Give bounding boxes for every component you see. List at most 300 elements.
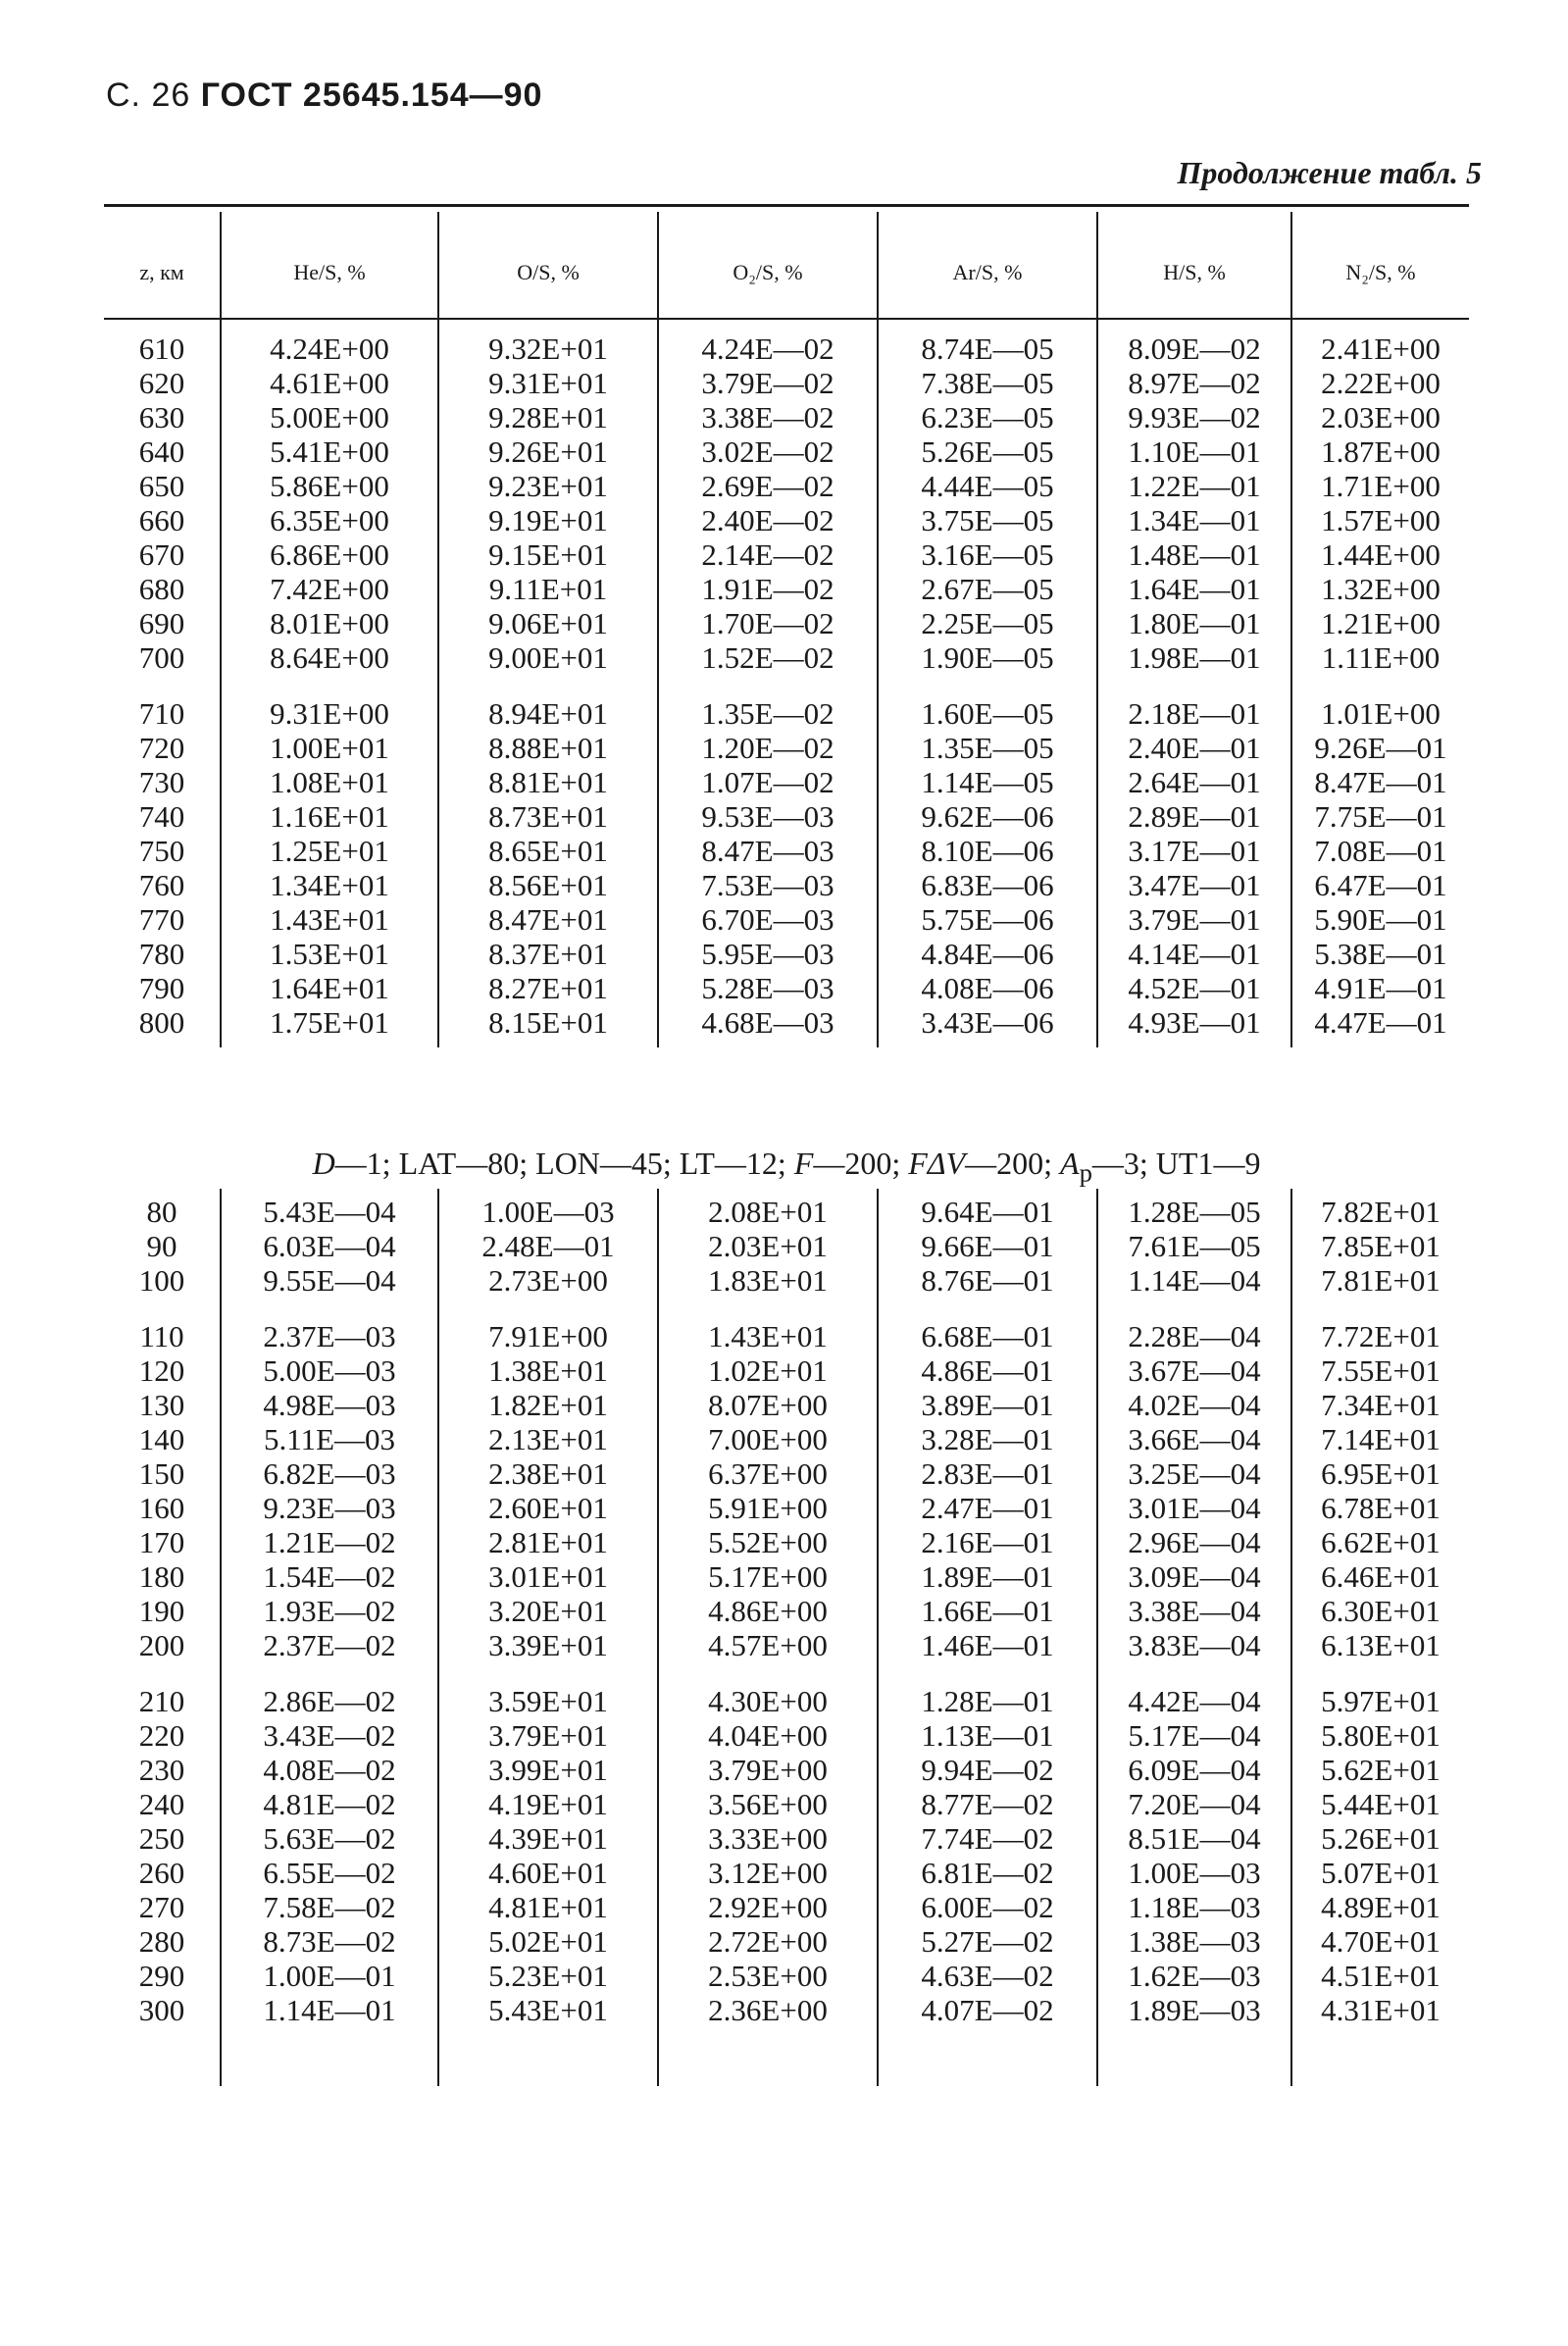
table-row xyxy=(104,1229,1469,1263)
cell-h: 3.38E—04 xyxy=(1128,1594,1261,1628)
cell-ar: 9.66E—01 xyxy=(921,1229,1054,1263)
cell-h: 7.61E—05 xyxy=(1128,1229,1261,1263)
cell-z: 160 xyxy=(138,1491,185,1525)
cell-o2: 4.04E+00 xyxy=(708,1718,828,1753)
cell-n2: 6.62E+01 xyxy=(1321,1525,1441,1559)
cell-n2: 4.47E—01 xyxy=(1314,1005,1447,1040)
cell-o2: 3.79E—02 xyxy=(701,366,835,400)
cell-z: 190 xyxy=(138,1594,185,1628)
table-top-rule xyxy=(104,204,1469,207)
cell-h: 8.97E—02 xyxy=(1128,366,1261,400)
cell-n2: 7.55E+01 xyxy=(1321,1353,1441,1388)
cell-o: 2.13E+01 xyxy=(488,1422,608,1456)
cell-o: 9.32E+01 xyxy=(488,332,608,366)
cell-z: 710 xyxy=(138,696,185,731)
cell-ar: 2.67E—05 xyxy=(921,572,1054,606)
table-row xyxy=(104,1993,1469,2027)
header-n2: N₂/S, % xyxy=(1345,260,1416,284)
cell-he: 5.00E—03 xyxy=(263,1353,396,1388)
table-row xyxy=(104,937,1469,971)
cell-o: 9.11E+01 xyxy=(488,572,608,606)
cell-n2: 5.26E+01 xyxy=(1321,1821,1441,1856)
table-row xyxy=(104,868,1469,902)
cell-ar: 4.63E—02 xyxy=(921,1959,1054,1993)
cell-o: 9.00E+01 xyxy=(488,640,608,675)
cell-ar: 1.14E—05 xyxy=(921,765,1054,799)
cell-he: 1.53E+01 xyxy=(270,937,389,971)
cell-o2: 5.17E+00 xyxy=(708,1559,828,1594)
cell-o2: 6.70E—03 xyxy=(701,902,835,937)
cell-z: 290 xyxy=(138,1959,185,1993)
table-row xyxy=(104,1856,1469,1890)
cell-n2: 7.75E—01 xyxy=(1314,799,1447,834)
cell-o2: 7.53E—03 xyxy=(701,868,835,902)
cell-o: 9.06E+01 xyxy=(488,606,608,640)
cell-o: 3.20E+01 xyxy=(488,1594,608,1628)
section1-column-divider xyxy=(657,320,659,1047)
cell-o2: 1.07E—02 xyxy=(701,765,835,799)
cell-he: 1.93E—02 xyxy=(263,1594,396,1628)
cell-ar: 4.84E—06 xyxy=(921,937,1054,971)
table-row xyxy=(104,1821,1469,1856)
cell-z: 780 xyxy=(138,937,185,971)
cell-n2: 6.46E+01 xyxy=(1321,1559,1441,1594)
table-row xyxy=(104,1353,1469,1388)
cell-ar: 1.46E—01 xyxy=(921,1628,1054,1662)
cell-z: 130 xyxy=(138,1388,185,1422)
cell-he: 5.43E—04 xyxy=(263,1195,396,1229)
cell-ar: 1.28E—01 xyxy=(921,1684,1054,1718)
cell-z: 730 xyxy=(138,765,185,799)
cell-o: 4.60E+01 xyxy=(488,1856,608,1890)
cell-o: 2.38E+01 xyxy=(488,1456,608,1491)
cell-z: 630 xyxy=(138,400,185,434)
table-row xyxy=(104,1319,1469,1353)
cell-ar: 9.62E—06 xyxy=(921,799,1054,834)
cell-o: 1.00E—03 xyxy=(481,1195,615,1229)
cell-he: 5.41E+00 xyxy=(270,434,389,469)
table-row xyxy=(104,1684,1469,1718)
section1-column-divider xyxy=(1096,320,1098,1047)
cell-z: 680 xyxy=(138,572,185,606)
cell-o: 8.56E+01 xyxy=(488,868,608,902)
cell-o2: 1.83E+01 xyxy=(708,1263,828,1298)
cell-n2: 7.82E+01 xyxy=(1321,1195,1441,1229)
table-row xyxy=(104,1388,1469,1422)
cell-o: 2.73E+00 xyxy=(488,1263,608,1298)
param-f: F xyxy=(793,1146,814,1181)
parameters-line xyxy=(104,1144,1469,1188)
param-lt: LT—12; xyxy=(679,1146,786,1181)
param-ut: UT1—9 xyxy=(1155,1146,1261,1181)
cell-h: 1.10E—01 xyxy=(1128,434,1261,469)
cell-n2: 7.08E—01 xyxy=(1314,834,1447,868)
cell-n2: 7.14E+01 xyxy=(1321,1422,1441,1456)
cell-o: 2.48E—01 xyxy=(481,1229,615,1263)
cell-h: 4.42E—04 xyxy=(1128,1684,1261,1718)
cell-ar: 2.47E—01 xyxy=(921,1491,1054,1525)
cell-z: 790 xyxy=(138,971,185,1005)
cell-he: 1.16E+01 xyxy=(270,799,389,834)
cell-ar: 5.26E—05 xyxy=(921,434,1054,469)
cell-he: 3.43E—02 xyxy=(263,1718,396,1753)
cell-n2: 4.89E+01 xyxy=(1321,1890,1441,1924)
cell-o: 2.60E+01 xyxy=(488,1491,608,1525)
section2-column-divider xyxy=(220,1189,222,2086)
cell-o2: 1.43E+01 xyxy=(708,1319,828,1353)
table-continuation-label: Продолжение табл. 5 xyxy=(1177,155,1482,190)
section1-column-divider xyxy=(1290,320,1292,1047)
cell-he: 5.86E+00 xyxy=(270,469,389,503)
cell-n2: 6.47E—01 xyxy=(1314,868,1447,902)
cell-h: 3.01E—04 xyxy=(1128,1491,1261,1525)
cell-ar: 7.74E—02 xyxy=(921,1821,1054,1856)
header-he: He/S, % xyxy=(293,260,366,284)
cell-o: 9.23E+01 xyxy=(488,469,608,503)
cell-h: 2.28E—04 xyxy=(1128,1319,1261,1353)
cell-z: 80 xyxy=(146,1195,177,1229)
cell-he: 1.21E—02 xyxy=(263,1525,396,1559)
cell-ar: 3.28E—01 xyxy=(921,1422,1054,1456)
cell-h: 4.02E—04 xyxy=(1128,1388,1261,1422)
cell-z: 120 xyxy=(138,1353,185,1388)
cell-o: 8.88E+01 xyxy=(488,731,608,765)
cell-z: 240 xyxy=(138,1787,185,1821)
cell-ar: 2.25E—05 xyxy=(921,606,1054,640)
cell-h: 6.09E—04 xyxy=(1128,1753,1261,1787)
cell-n2: 2.41E+00 xyxy=(1321,332,1441,366)
table-row xyxy=(104,1491,1469,1525)
cell-o: 5.23E+01 xyxy=(488,1959,608,1993)
cell-h: 2.40E—01 xyxy=(1128,731,1261,765)
cell-z: 720 xyxy=(138,731,185,765)
cell-o: 4.19E+01 xyxy=(488,1787,608,1821)
param-ap-value: —3; xyxy=(1091,1146,1148,1181)
cell-ar: 6.68E—01 xyxy=(921,1319,1054,1353)
cell-he: 8.01E+00 xyxy=(270,606,389,640)
table-row xyxy=(104,469,1469,503)
cell-he: 7.58E—02 xyxy=(263,1890,396,1924)
table-row xyxy=(104,1594,1469,1628)
cell-o2: 1.91E—02 xyxy=(701,572,835,606)
table-row xyxy=(104,971,1469,1005)
param-fav: FΔV xyxy=(908,1146,966,1181)
table-row xyxy=(104,1456,1469,1491)
cell-n2: 1.87E+00 xyxy=(1321,434,1441,469)
cell-n2: 1.71E+00 xyxy=(1321,469,1441,503)
standard-title: ГОСТ 25645.154—90 xyxy=(200,76,543,114)
cell-ar: 8.74E—05 xyxy=(921,332,1054,366)
cell-h: 1.80E—01 xyxy=(1128,606,1261,640)
cell-h: 4.14E—01 xyxy=(1128,937,1261,971)
param-f-value: —200; xyxy=(813,1146,901,1181)
section2-column-divider xyxy=(437,1189,439,2086)
cell-ar: 4.86E—01 xyxy=(921,1353,1054,1388)
cell-h: 1.00E—03 xyxy=(1128,1856,1261,1890)
cell-n2: 2.03E+00 xyxy=(1321,400,1441,434)
cell-he: 4.61E+00 xyxy=(270,366,389,400)
cell-z: 220 xyxy=(138,1718,185,1753)
table-row xyxy=(104,696,1469,731)
cell-n2: 7.81E+01 xyxy=(1321,1263,1441,1298)
table-row xyxy=(104,572,1469,606)
cell-he: 8.64E+00 xyxy=(270,640,389,675)
cell-ar: 1.90E—05 xyxy=(921,640,1054,675)
cell-o2: 1.35E—02 xyxy=(701,696,835,731)
cell-o: 8.37E+01 xyxy=(488,937,608,971)
cell-ar: 6.83E—06 xyxy=(921,868,1054,902)
cell-z: 660 xyxy=(138,503,185,537)
cell-o2: 6.37E+00 xyxy=(708,1456,828,1491)
section2-column-divider xyxy=(1096,1189,1098,2086)
cell-z: 300 xyxy=(138,1993,185,2027)
cell-z: 280 xyxy=(138,1924,185,1959)
table-row xyxy=(104,640,1469,675)
header-column-divider xyxy=(657,212,659,318)
header-o: O/S, % xyxy=(517,260,580,284)
cell-h: 2.18E—01 xyxy=(1128,696,1261,731)
cell-o2: 2.08E+01 xyxy=(708,1195,828,1229)
cell-n2: 6.30E+01 xyxy=(1321,1594,1441,1628)
cell-he: 1.08E+01 xyxy=(270,765,389,799)
table-row xyxy=(104,1525,1469,1559)
cell-he: 1.14E—01 xyxy=(263,1993,396,2027)
cell-n2: 1.21E+00 xyxy=(1321,606,1441,640)
cell-n2: 1.44E+00 xyxy=(1321,537,1441,572)
cell-o2: 1.70E—02 xyxy=(701,606,835,640)
cell-o2: 8.07E+00 xyxy=(708,1388,828,1422)
cell-he: 9.31E+00 xyxy=(270,696,389,731)
cell-o: 5.02E+01 xyxy=(488,1924,608,1959)
cell-o2: 2.40E—02 xyxy=(701,503,835,537)
cell-o: 9.28E+01 xyxy=(488,400,608,434)
cell-h: 1.38E—03 xyxy=(1128,1924,1261,1959)
header-column-divider xyxy=(1096,212,1098,318)
table-row xyxy=(104,400,1469,434)
cell-o2: 3.38E—02 xyxy=(701,400,835,434)
cell-he: 6.35E+00 xyxy=(270,503,389,537)
table-header-rule xyxy=(104,318,1469,320)
cell-o2: 2.69E—02 xyxy=(701,469,835,503)
cell-o2: 3.12E+00 xyxy=(708,1856,828,1890)
cell-h: 1.98E—01 xyxy=(1128,640,1261,675)
cell-o2: 2.72E+00 xyxy=(708,1924,828,1959)
cell-he: 4.98E—03 xyxy=(263,1388,396,1422)
cell-o: 7.91E+00 xyxy=(488,1319,608,1353)
cell-n2: 7.72E+01 xyxy=(1321,1319,1441,1353)
cell-z: 700 xyxy=(138,640,185,675)
param-ap: A xyxy=(1060,1146,1080,1181)
cell-ar: 6.81E—02 xyxy=(921,1856,1054,1890)
cell-ar: 7.38E—05 xyxy=(921,366,1054,400)
cell-o: 8.47E+01 xyxy=(488,902,608,937)
cell-n2: 5.97E+01 xyxy=(1321,1684,1441,1718)
cell-z: 110 xyxy=(139,1319,184,1353)
table-row xyxy=(104,537,1469,572)
cell-ar: 3.43E—06 xyxy=(921,1005,1054,1040)
cell-o2: 5.91E+00 xyxy=(708,1491,828,1525)
cell-h: 1.34E—01 xyxy=(1128,503,1261,537)
cell-ar: 2.83E—01 xyxy=(921,1456,1054,1491)
cell-ar: 1.13E—01 xyxy=(921,1718,1054,1753)
cell-n2: 8.47E—01 xyxy=(1314,765,1447,799)
cell-n2: 5.38E—01 xyxy=(1314,937,1447,971)
header-column-divider xyxy=(437,212,439,318)
cell-o2: 5.95E—03 xyxy=(701,937,835,971)
cell-h: 8.09E—02 xyxy=(1128,332,1261,366)
cell-z: 610 xyxy=(138,332,185,366)
param-d: D xyxy=(312,1146,335,1181)
cell-he: 1.00E—01 xyxy=(263,1959,396,1993)
cell-ar: 1.66E—01 xyxy=(921,1594,1054,1628)
cell-o2: 4.68E—03 xyxy=(701,1005,835,1040)
cell-ar: 5.27E—02 xyxy=(921,1924,1054,1959)
cell-he: 2.37E—03 xyxy=(263,1319,396,1353)
cell-h: 7.20E—04 xyxy=(1128,1787,1261,1821)
cell-z: 650 xyxy=(138,469,185,503)
cell-n2: 4.31E+01 xyxy=(1321,1993,1441,2027)
section1-column-divider xyxy=(877,320,879,1047)
cell-o2: 4.24E—02 xyxy=(701,332,835,366)
table-row xyxy=(104,1924,1469,1959)
cell-o: 9.26E+01 xyxy=(488,434,608,469)
header-ar: Ar/S, % xyxy=(952,260,1023,284)
cell-o: 9.31E+01 xyxy=(488,366,608,400)
cell-o: 8.65E+01 xyxy=(488,834,608,868)
cell-z: 640 xyxy=(138,434,185,469)
table-row xyxy=(104,434,1469,469)
cell-ar: 8.10E—06 xyxy=(921,834,1054,868)
cell-ar: 8.76E—01 xyxy=(921,1263,1054,1298)
cell-n2: 1.01E+00 xyxy=(1321,696,1441,731)
cell-he: 6.86E+00 xyxy=(270,537,389,572)
cell-h: 8.51E—04 xyxy=(1128,1821,1261,1856)
cell-z: 180 xyxy=(138,1559,185,1594)
table-row xyxy=(104,332,1469,366)
cell-n2: 5.44E+01 xyxy=(1321,1787,1441,1821)
cell-n2: 7.85E+01 xyxy=(1321,1229,1441,1263)
cell-o: 4.39E+01 xyxy=(488,1821,608,1856)
cell-ar: 1.60E—05 xyxy=(921,696,1054,731)
cell-o2: 8.47E—03 xyxy=(701,834,835,868)
cell-z: 620 xyxy=(138,366,185,400)
cell-o2: 2.92E+00 xyxy=(708,1890,828,1924)
header-column-divider xyxy=(220,212,222,318)
cell-o: 3.39E+01 xyxy=(488,1628,608,1662)
cell-o: 8.94E+01 xyxy=(488,696,608,731)
cell-he: 6.03E—04 xyxy=(263,1229,396,1263)
cell-o2: 3.56E+00 xyxy=(708,1787,828,1821)
cell-he: 4.24E+00 xyxy=(270,332,389,366)
cell-z: 200 xyxy=(138,1628,185,1662)
cell-z: 230 xyxy=(138,1753,185,1787)
cell-ar: 5.75E—06 xyxy=(921,902,1054,937)
cell-he: 5.00E+00 xyxy=(270,400,389,434)
cell-o2: 4.86E+00 xyxy=(708,1594,828,1628)
cell-n2: 1.32E+00 xyxy=(1321,572,1441,606)
section2-column-divider xyxy=(1290,1189,1292,2086)
cell-o2: 1.02E+01 xyxy=(708,1353,828,1388)
cell-o: 8.73E+01 xyxy=(488,799,608,834)
cell-o: 8.81E+01 xyxy=(488,765,608,799)
cell-h: 1.64E—01 xyxy=(1128,572,1261,606)
cell-ar: 4.08E—06 xyxy=(921,971,1054,1005)
page-number: С. 26 xyxy=(106,76,191,114)
cell-he: 9.23E—03 xyxy=(263,1491,396,1525)
cell-z: 150 xyxy=(138,1456,185,1491)
cell-ar: 9.94E—02 xyxy=(921,1753,1054,1787)
cell-o2: 4.57E+00 xyxy=(708,1628,828,1662)
cell-ar: 2.16E—01 xyxy=(921,1525,1054,1559)
cell-z: 770 xyxy=(138,902,185,937)
param-lon: LON—45; xyxy=(535,1146,672,1181)
cell-o2: 2.03E+01 xyxy=(708,1229,828,1263)
cell-n2: 5.07E+01 xyxy=(1321,1856,1441,1890)
table-row xyxy=(104,1890,1469,1924)
cell-he: 1.25E+01 xyxy=(270,834,389,868)
cell-z: 270 xyxy=(138,1890,185,1924)
cell-ar: 9.64E—01 xyxy=(921,1195,1054,1229)
cell-he: 4.08E—02 xyxy=(263,1753,396,1787)
cell-h: 2.96E—04 xyxy=(1128,1525,1261,1559)
cell-n2: 1.11E+00 xyxy=(1321,640,1441,675)
cell-o: 3.79E+01 xyxy=(488,1718,608,1753)
cell-o2: 2.14E—02 xyxy=(701,537,835,572)
cell-z: 670 xyxy=(138,537,185,572)
cell-h: 9.93E—02 xyxy=(1128,400,1261,434)
table-row xyxy=(104,1787,1469,1821)
cell-n2: 4.51E+01 xyxy=(1321,1959,1441,1993)
param-ap-sub: p xyxy=(1079,1157,1092,1188)
param-d-value: —1; xyxy=(334,1146,391,1181)
cell-n2: 2.22E+00 xyxy=(1321,366,1441,400)
cell-he: 1.54E—02 xyxy=(263,1559,396,1594)
cell-n2: 7.34E+01 xyxy=(1321,1388,1441,1422)
cell-h: 1.18E—03 xyxy=(1128,1890,1261,1924)
cell-he: 2.86E—02 xyxy=(263,1684,396,1718)
cell-h: 3.17E—01 xyxy=(1128,834,1261,868)
cell-ar: 3.89E—01 xyxy=(921,1388,1054,1422)
table-row xyxy=(104,1753,1469,1787)
cell-ar: 4.07E—02 xyxy=(921,1993,1054,2027)
section1-column-divider xyxy=(437,320,439,1047)
cell-he: 2.37E—02 xyxy=(263,1628,396,1662)
cell-o: 9.19E+01 xyxy=(488,503,608,537)
page-header xyxy=(106,76,542,115)
cell-n2: 1.57E+00 xyxy=(1321,503,1441,537)
cell-o2: 2.53E+00 xyxy=(708,1959,828,1993)
cell-o: 3.59E+01 xyxy=(488,1684,608,1718)
cell-o: 8.27E+01 xyxy=(488,971,608,1005)
cell-n2: 5.80E+01 xyxy=(1321,1718,1441,1753)
cell-n2: 9.26E—01 xyxy=(1314,731,1447,765)
cell-z: 250 xyxy=(138,1821,185,1856)
table-row xyxy=(104,1628,1469,1662)
cell-n2: 6.13E+01 xyxy=(1321,1628,1441,1662)
cell-he: 1.75E+01 xyxy=(270,1005,389,1040)
cell-z: 690 xyxy=(138,606,185,640)
cell-ar: 4.44E—05 xyxy=(921,469,1054,503)
cell-he: 8.73E—02 xyxy=(263,1924,396,1959)
cell-h: 2.89E—01 xyxy=(1128,799,1261,834)
table-row xyxy=(104,731,1469,765)
section2-column-divider xyxy=(877,1189,879,2086)
cell-z: 100 xyxy=(138,1263,185,1298)
cell-o: 4.81E+01 xyxy=(488,1890,608,1924)
table-row xyxy=(104,834,1469,868)
table-row xyxy=(104,1959,1469,1993)
header-o2: O₂/S, % xyxy=(733,260,803,284)
